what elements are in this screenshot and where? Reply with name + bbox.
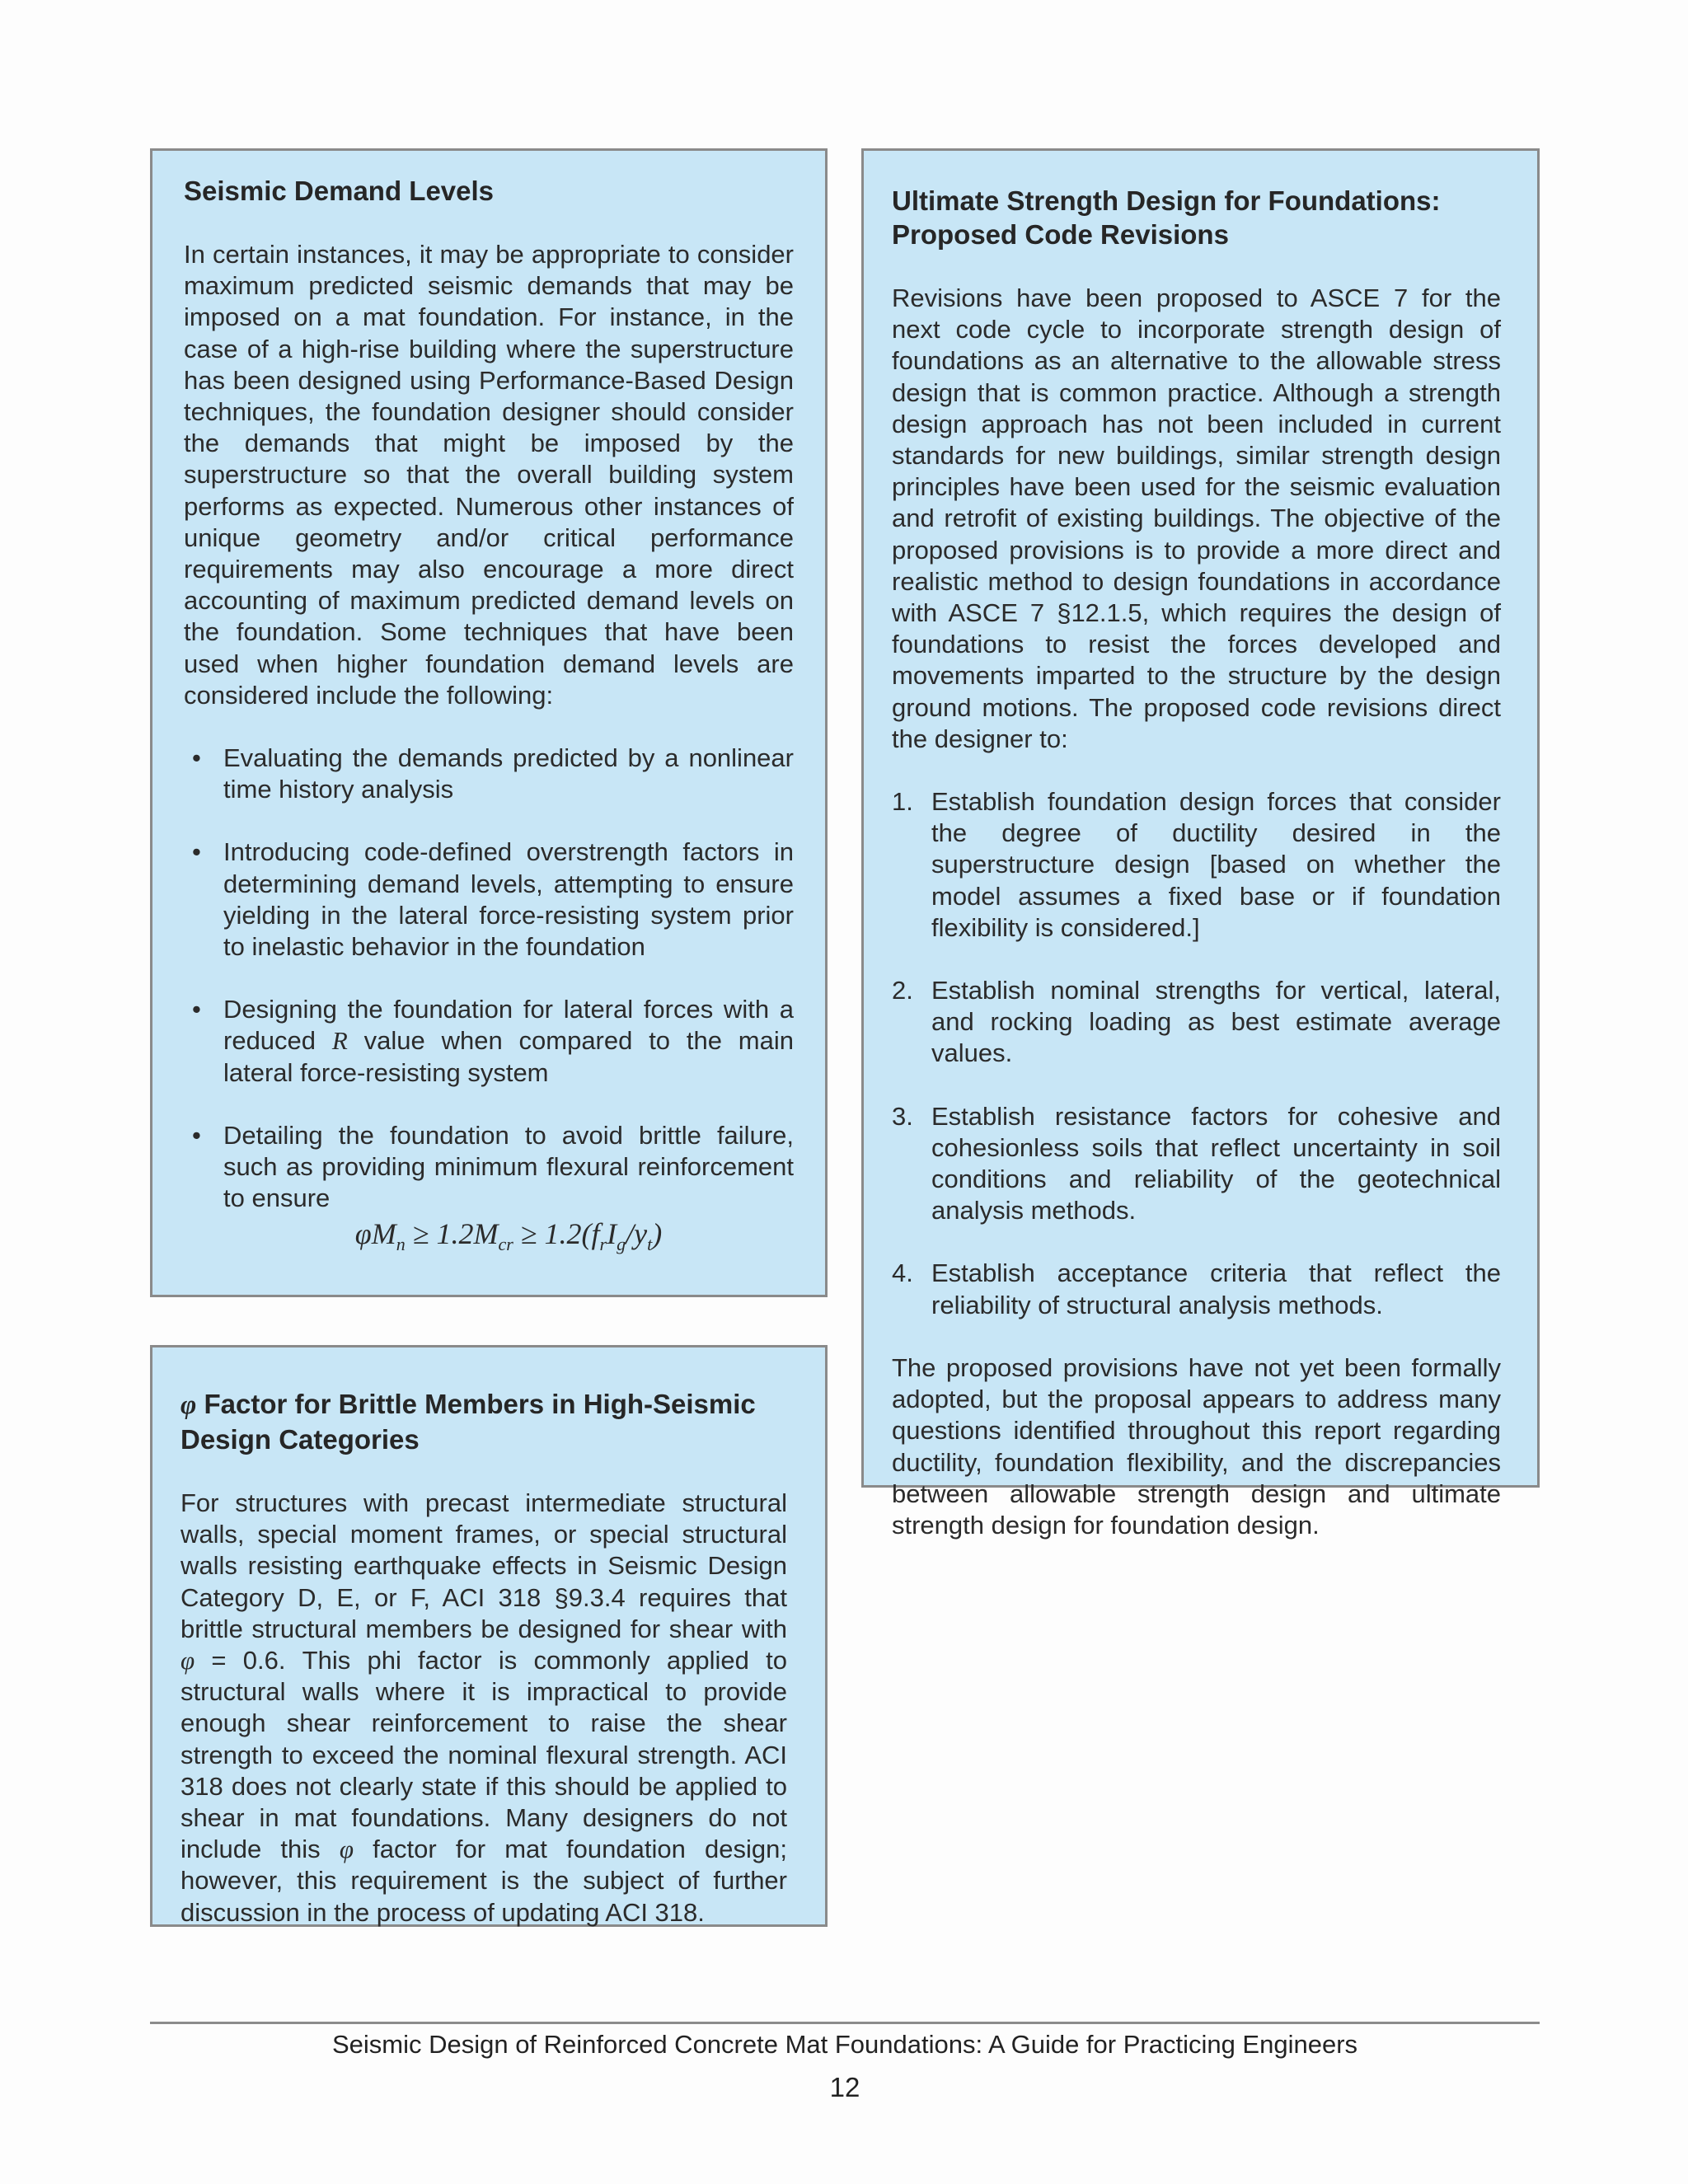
usd-revisions-list bbox=[892, 786, 1501, 1321]
list-item-text-before: Designing the foundation for lateral forces with a reduced bbox=[223, 995, 794, 1056]
bullet-icon: • bbox=[192, 837, 201, 867]
seismic-demand-techniques-list bbox=[184, 743, 794, 1214]
list-item-text: Detailing the foundation to avoid brittle failure, such as providing minimum flexural reinforcement to ensure bbox=[223, 1120, 794, 1213]
list-item bbox=[892, 975, 1501, 1070]
list-item-text: Establish resistance factors for cohesive and cohesionless soils that reflect uncertainty in soil conditions and reliability of the geotechnical analysis methods. bbox=[931, 1101, 1501, 1226]
bullet-icon: • bbox=[192, 1120, 201, 1150]
list-item bbox=[184, 1120, 794, 1215]
sidebar-seismic-demand-levels bbox=[150, 148, 828, 1297]
page-number: 12 bbox=[829, 2072, 860, 2102]
list-item bbox=[184, 743, 794, 805]
list-item-text-after: value when compared to the main lateral force-resisting system bbox=[223, 1026, 794, 1087]
phi-factor-title-text: Factor for Brittle Members in High-Seismic Design Categories bbox=[181, 1389, 756, 1455]
list-number: 2. bbox=[892, 976, 913, 1005]
bullet-icon: • bbox=[192, 743, 201, 773]
footer-divider bbox=[150, 2022, 1540, 2024]
list-item-text: Establish acceptance criteria that reflect the reliability of structural analysis methods. bbox=[931, 1258, 1501, 1319]
list-number: 4. bbox=[892, 1258, 913, 1288]
usd-closing: The proposed provisions have not yet been formally adopted, but the proposal appears to address many questions identified throughout this report regarding ductility, foundation flexibility, and the discrepancies between allowable strength design and ultimate strength design for foundation design. bbox=[892, 1352, 1501, 1540]
r-value-symbol: R bbox=[331, 1026, 348, 1056]
usd-intro: Revisions have been proposed to ASCE 7 for the next code cycle to incorporate strength design of foundations as an alternative to the allowable stress design that is common practice. Although a strength design approach has not been included in current standards for new buildings, similar strength design principles have been used for the seismic evaluation and retrofit of existing buildings. The objective of the proposed provisions is to provide a more direct and realistic method to design foundations in accordance with ASCE 7 §12.1.5, which requires the design of foundations to resist the forces developed and movements imparted to the structure by the design ground motions. The proposed code revisions direct the designer to: bbox=[892, 284, 1501, 753]
list-item bbox=[892, 1101, 1501, 1227]
list-item-text: Establish nominal strengths for vertical, lateral, and rocking loading as best estimate average values. bbox=[931, 976, 1501, 1068]
flexural-capacity-equation: $\varphi M_n \ge 1.2M_{cr} \ge 1.2(f_rI_g/y_t)$ bbox=[354, 1217, 663, 1255]
sidebar-phi-factor bbox=[150, 1345, 828, 1927]
bullet-icon: • bbox=[192, 995, 201, 1024]
seismic-demand-title: Seismic Demand Levels bbox=[184, 176, 495, 206]
list-item-text: Establish foundation design forces that consider the degree of ductility desired in the superstructure design [based on whether the model assumes a fixed base or if foundation flexibility is considered.] bbox=[931, 787, 1501, 942]
sidebar-ultimate-strength-design bbox=[861, 148, 1540, 1540]
list-item-text: Introducing code-defined overstrength factors in determining demand levels, attempting to ensure yielding in the lateral force-resisting system prior to inelastic behavior in the foundation bbox=[223, 837, 794, 962]
list-item bbox=[892, 786, 1501, 944]
usd-title: Ultimate Strength Design for Foundations: Proposed Code Revisions bbox=[892, 185, 1441, 250]
list-number: 1. bbox=[892, 787, 913, 817]
footer-title: Seismic Design of Reinforced Concrete Mat Foundations: A Guide for Practicing Engineers bbox=[331, 2030, 1358, 2059]
list-item bbox=[184, 994, 794, 1089]
phi-factor-body: For structures with precast intermediate structural walls, special moment frames, or special structural walls resisting earthquake effects in Seismic Design Category D, E, or F, ACI 318 §9.3.4 requires that brittle structural members be designed for shear with φ = 0.6. This phi factor is commonly applied to structural walls where it is impractical to provide enough shear reinforcement to raise the shear strength to exceed the nominal flexural strength. ACI 318 does not clearly state if this should be applied to shear in mat foundations. Many designers do not include this φ factor for mat foundation design; however, this requirement is the subject of further discussion in the process of updating ACI 318. bbox=[181, 1488, 787, 1927]
phi-symbol: φ bbox=[181, 1646, 195, 1675]
phi-factor-title bbox=[181, 1387, 787, 1456]
list-number: 3. bbox=[892, 1101, 913, 1131]
seismic-demand-intro: In certain instances, it may be appropriate to consider maximum predicted seismic demands that may be imposed on a mat foundation. For instance, in the case of a high-rise building where the superstructure has been designed using Performance-Based Design techniques, the foundation designer should consider the demands that might be imposed by the superstructure so that the overall building system performs as expected. Numerous other instances of unique geometry and/or critical performance requirements may also encourage a more direct accounting of maximum predicted demand levels on the foundation. Some techniques that have been used when higher foundation demand levels are considered include the following: bbox=[184, 240, 794, 710]
list-item-text: Evaluating the demands predicted by a nonlinear time history analysis bbox=[223, 743, 794, 804]
phi-symbol: φ bbox=[181, 1390, 197, 1420]
list-item bbox=[892, 1258, 1501, 1320]
phi-symbol: φ bbox=[339, 1835, 354, 1864]
list-item bbox=[184, 837, 794, 963]
